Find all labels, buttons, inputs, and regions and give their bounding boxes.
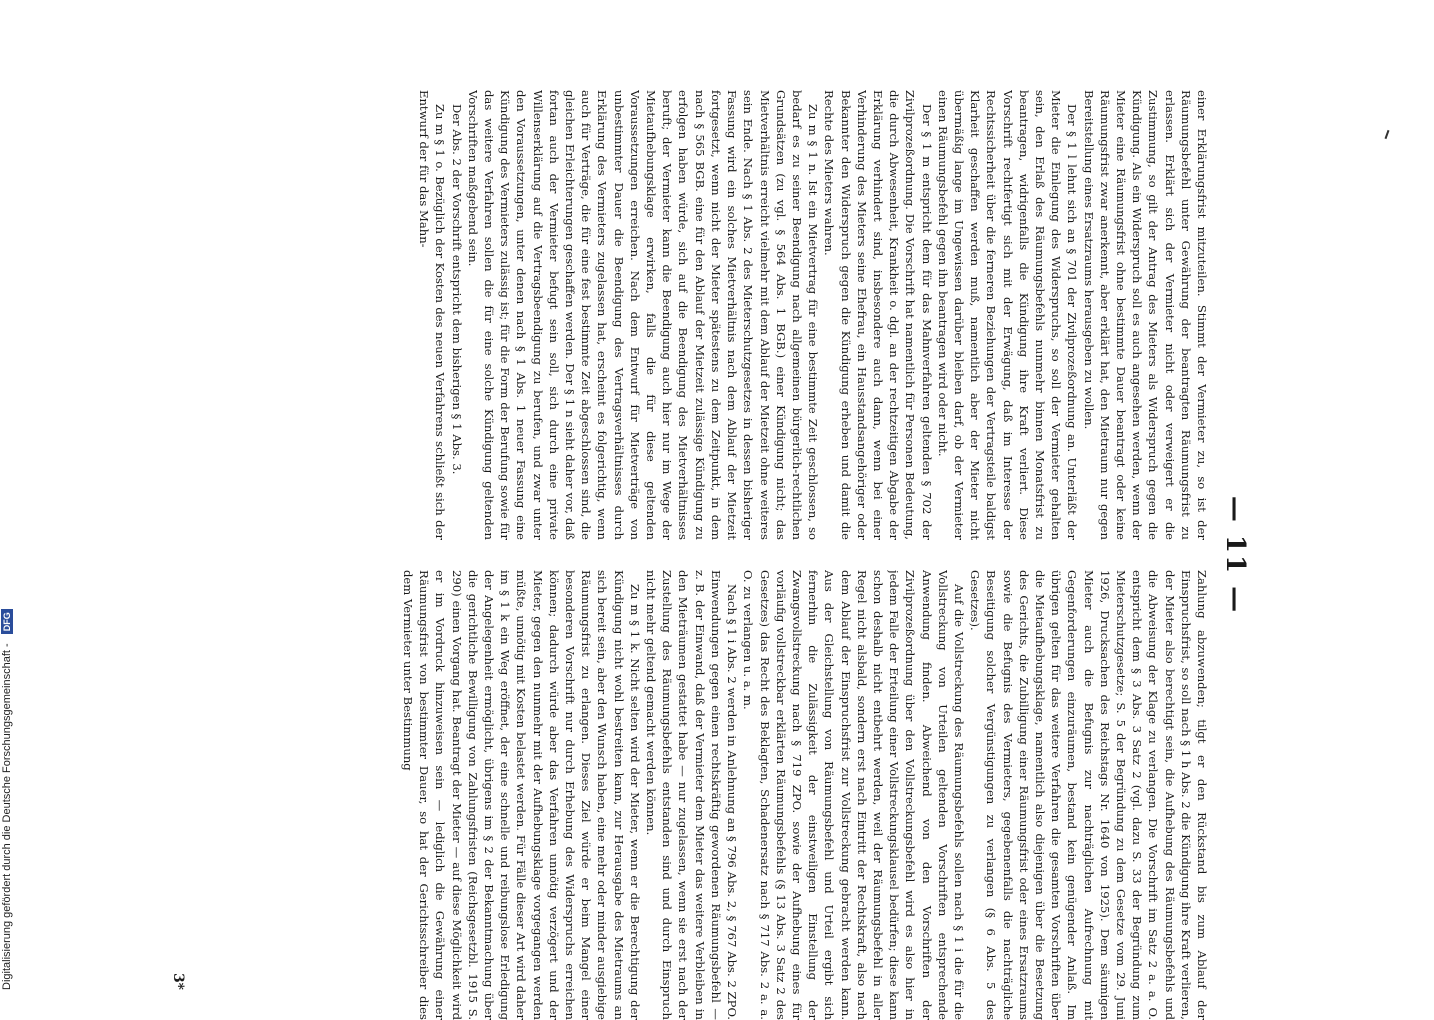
paragraph: Der Abs. 2 der Vorschrift entspricht dem bisherigen § 1 Abs. 3. bbox=[449, 104, 464, 475]
column-right bbox=[210, 570, 1210, 1020]
paragraph: Zahlung abzuwenden; tilgt er den Rückstand bis zum Ablauf der Einspruchsfrist, so soll nach § 1 h Abs. 2 die Kündigung ihre Kraft verlieren, der Mieter also berechtigt sein, die Aufhebung des Räumungsbefehls und die Abweisung der Klage zu verlangen. Die Vorschrift im Satz 2 a. a. O. entspricht dem § 3 Abs. 3 Satz 2 (vgl. dazu S. 33 der Begründung zum Mieterschutzgesetze; S. 5 der Begründung zu dem Gesetze vom 29. Juni 1926, Drucksachen des Reichstags Nr. 1640 von 1925). Dem säumigen Mieter auch die Befugnis zur nachträglichen Aufrechnung mit Gegenforderungen einzuräumen, bestand kein genügender Anlaß. Im übrigen gelten für das weitere Verfahren die gesamten Vorschriften über die Mietaufhebungsklage, namentlich also diejenigen über die Besetzung des Gerichts, die Zubilligung einer Räumungsfrist oder eines Ersatzraums sowie die Befugnis des Vermieters, gegebenenfalls die nachträgliche Beseitigung solcher Vergünstigungen zu verlangen (§ 6 Abs. 5 des Gesetzes). bbox=[968, 570, 1209, 1020]
paragraph: Zu m § 1 n. Ist ein Mietvertrag für eine bestimmte Zeit geschlossen, so bedarf es zu seiner Beendigung nach allgemeinen bürgerlich-rechtlichen Grundsätzen (zu vgl. § 564 Abs. 1 BGB.) einer Kündigung nicht; das Mietverhältnis erreicht vielmehr mit dem Ablauf der Mietzeit ohne weiteres sein Ende. Nach § 1 Abs. 2 des Mieterschutzgesetzes in dessen bisheriger Fassung wird ein solches Mietverhältnis nach dem Ablauf der Mietzeit fortgesetzt, wenn nicht der Mieter spätestens zu dem Zeitpunkt, in dem nach § 565 BGB. eine für den Ablauf der Mietzeit zulässige Kündigung zu erfolgen haben würde, sich auf die Beendigung des Mietverhältnisses beruft; der Vermieter kann die Beendigung auch hier nur im Wege der Mietaufhebungsklage erwirken, falls die für diese geltenden Voraussetzungen erreichen. Nach dem Entwurf für Mietverträge von unbestimmter Dauer die Beendigung des Vertragsverhältnisses durch Erklärung des Vermieters zugelassen hat, erscheint es folgerichtig, wenn auch für Verträge, die für eine fest bestimmte Zeit abgeschlossen sind, die gleichen Erleichterungen geschaffen werden. Der § 1 n sieht daher vor, daß fortan auch der Vermieter befugt sein soll, sich durch eine private Willenserklärung auf die Vertragsbeendigung zu berufen, und zwar unter den Voraussetzungen, unter denen nach § 1 Abs. 1 neuer Fassung eine Kündigung des Vermieters zulässig ist; für die Form der Berufung sowie für das weitere Verfahren sollen die für eine solche Kündigung geltenden Vorschriften maßgebend sein. bbox=[465, 90, 821, 540]
paragraph: Zu m § 1 o. Bezüglich der Kosten des neuen Verfahrens schließt sich der Entwurf der für das Mahn- bbox=[417, 90, 448, 540]
dfg-logo: DFG bbox=[1, 609, 13, 634]
sheet-signature-mark: 3* bbox=[170, 972, 186, 990]
text-columns bbox=[210, 90, 1210, 1020]
paragraph: einer Erklärungsfrist mitzuteilen. Stimmt der Vermieter zu, so ist der Räumungsbefehl unter Gewährung der beantragten Räumungsfrist zu erlassen. Erklärt sich der Vermieter nicht oder verweigert er die Zustimmung, so gilt der Antrag des Mieters als Widerspruch gegen die Kündigung. Als ein Widerspruch soll es auch angesehen werden, wenn der Mieter eine Räumungsfrist ohne bestimmte Dauer beantragt oder keine Räumungsfrist zwar anerkennt, aber erklärt hat, den Mietraum nur gegen Bereitstellung eines Ersatzraums herausgeben zu wollen. bbox=[1081, 90, 1209, 540]
paragraph: Auf die Vollstreckung des Räumungsbefehls sollen nach § 1 i die für die Vollstreckung von Urteilen geltenden Vorschriften entsprechende Anwendung finden. Abweichend von den Vorschriften der Zivilprozeßordnung über den Vollstreckungsbefehl wird es also hier in jedem Falle der Erteilung einer Vollstreckungsklausel bedürfen; diese kann schon deshalb nicht entbehrt werden, weil der Räumungsbefehl in aller Regel nicht alsbald, sondern erst nach Eintritt der Rechtskraft, also nach dem Ablauf der Einspruchsfrist zur Vollstreckung gebracht werden kann. Aus der Gleichstellung von Räumungsbefehl und Urteil ergibt sich fernerhin die Zulässigkeit der einstweiligen Einstellung der Zwangsvollstreckung nach § 719 ZPO. sowie der Aufhebung eines für vorläufig vollstreckbar erklärten Räumungsbefehls (§ 13 Abs. 3 Satz 2 des Gesetzes) das Recht des Beklagten, Schadenersatz nach § 717 Abs. 2 a. a. O. zu verlangen u. a. m. bbox=[741, 570, 966, 1020]
digitization-credit bbox=[0, 0, 14, 1000]
paragraph: Nach § 1 i Abs. 2 werden in Anlehnung an § 796 Abs. 2, § 767 Abs. 2 ZPO. Einwendungen gegen einen rechtskräftig gewordenen Räumungsbefehl — z. B. der Einwand, daß der Vermieter dem Mieter das weitere Verbleiben in den Mieträumen gestattet habe — nur zugelassen, wenn sie erst nach der Zustellung des Räumungsbefehls entstanden sind und durch Einspruch nicht mehr geltend gemacht werden können. bbox=[644, 570, 740, 1020]
paragraph: Der § 1 m entspricht dem für das Mahnverfahren geltenden § 702 der Zivilprozeßordnung. Die Vorschrift hat namentlich für Personen Bedeutung, die durch Abwesenheit, Krankheit o. dgl. an der rechtzeitigen Abgabe der Erklärung verhindert sind, insbesondere auch dann, wenn bei einer Verhinderung des Mieters seine Ehefrau, ein Hausstandsangehöriger oder Bekannter den Widerspruch gegen die Kündigung erheben und damit die Rechte des Mieters wahren. bbox=[822, 90, 934, 540]
scan-speck bbox=[1385, 130, 1390, 139]
credit-text: Digitalisierung gefördert durch die Deutsche Forschungsgemeinschaft - bbox=[1, 643, 13, 990]
column-left bbox=[210, 90, 1210, 540]
paragraph: Zu m § 1 k. Nicht selten wird der Mieter, wenn er die Berechtigung der Kündigung nicht wohl bestreiten kann, zur Herausgabe des Mietraums an sich bereit sein, aber den Wunsch haben, eine mehr oder minder ausgiebige Räumungsfrist zu erlangen. Dieses Ziel würde er beim Mangel einer besonderen Vorschrift nur durch Erhebung des Widerspruchs erreichen können; dadurch würde aber das Verfahren unnötig verzögert und der Mieter, gegen den nunmehr mit der Aufhebungsklage vorgegangen werden müßte, unnötig mit Kosten belastet werden. Für Fälle dieser Art wird daher im § 1 k ein Weg eröffnet, der eine schnelle und reibungslose Erledigung der Angelegenheit ermöglicht, übrigens im § 2 der Bekanntmachung über die gerichtliche Bewilligung von Zahlungsfristen (Reichsgesetzbl. 1915 S. 290) einen Vorgang hat. Beantragt der Mieter — auf diese Möglichkeit wird er im Vordruck hinzuweisen sein — lediglich die Gewährung einer Räumungsfrist von bestimmter Dauer, so hat der Gerichtsschreiber dies dem Vermieter unter Bestimmung bbox=[401, 570, 642, 1020]
paragraph: Der § 1 l lehnt sich an § 701 der Zivilprozeßordnung an. Unterläßt der Mieter die Einlegung des Widerspruchs, so soll der Vermieter gehalten sein, den Erlaß des Räumungsbefehls nunmehr binnen Monatsfrist zu beantragen, widrigenfalls die Kündigung ihre Kraft verliert. Diese Vorschrift rechtfertigt sich mit der Erwägung, daß im Interesse der Rechtssicherheit über die ferneren Beziehungen der Vertragsteile baldigst Klarheit geschaffen werden muß, namentlich aber der Mieter nicht übermäßig lange im Ungewissen darüber bleiben darf, ob der Vermieter einen Räumungsbefehl gegen ihn beantragen wird oder nicht. bbox=[935, 90, 1080, 540]
rotated-page-content bbox=[170, 90, 1250, 1020]
page-number: — 11 — bbox=[1220, 495, 1250, 615]
